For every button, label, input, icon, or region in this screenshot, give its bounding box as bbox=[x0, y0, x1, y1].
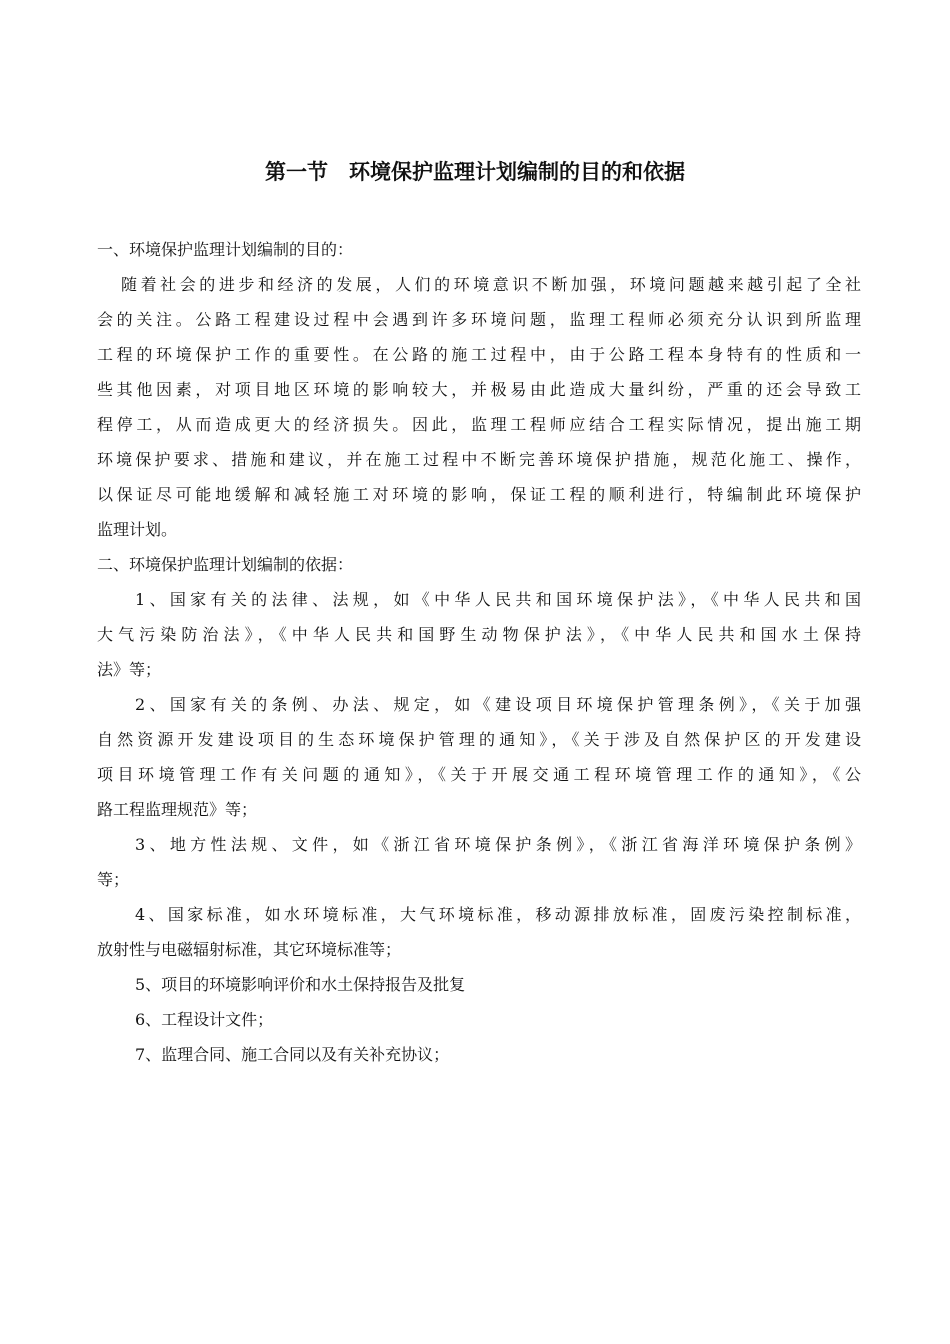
section-heading-basis: 二、环境保护监理计划编制的依据： bbox=[97, 555, 354, 574]
basis-item-3 bbox=[97, 827, 861, 897]
purpose-paragraph bbox=[97, 267, 861, 547]
basis-item-1 bbox=[97, 582, 861, 687]
paragraph-line: 监理计划。 bbox=[97, 520, 178, 539]
list-item-line: 5、项目的环境影响评价和水土保持报告及批复 bbox=[135, 975, 466, 994]
list-item-line: 项目环境管理工作有关问题的通知》，《关于开展交通工程环境管理工作的通知》，《公 bbox=[97, 765, 861, 784]
list-item-line: 自然资源开发建设项目的生态环境保护管理的通知》，《关于涉及自然保护区的开发建设 bbox=[97, 730, 861, 749]
basis-item-7 bbox=[97, 1037, 861, 1072]
paragraph-line: 些其他因素，对项目地区环境的影响较大，并极易由此造成大量纠纷，严重的还会导致工 bbox=[97, 380, 861, 399]
basis-item-6 bbox=[97, 1002, 861, 1037]
list-item-line: 3、地方性法规、文件，如《浙江省环境保护条例》，《浙江省海洋环境保护条例》 bbox=[135, 835, 861, 854]
section-heading-purpose: 一、环境保护监理计划编制的目的： bbox=[97, 240, 354, 259]
list-item-line: 放射性与电磁辐射标准，其它环境标准等； bbox=[97, 940, 402, 959]
list-item-line: 等； bbox=[97, 870, 130, 889]
basis-item-4 bbox=[97, 897, 861, 967]
list-item-line: 7、监理合同、施工合同以及有关补充协议； bbox=[135, 1045, 450, 1064]
paragraph-line: 工程的环境保护工作的重要性。在公路的施工过程中，由于公路工程本身特有的性质和一 bbox=[97, 345, 861, 364]
list-item-line: 4、国家标准，如水环境标准，大气环境标准，移动源排放标准，固废污染控制标准， bbox=[135, 905, 861, 924]
paragraph-line: 以保证尽可能地缓解和减轻施工对环境的影响，保证工程的顺利进行，特编制此环境保护 bbox=[97, 485, 861, 504]
paragraph-line: 环境保护要求、措施和建议，并在施工过程中不断完善环境保护措施，规范化施工、操作， bbox=[97, 450, 861, 469]
list-item-line: 路工程监理规范》等； bbox=[97, 800, 258, 819]
page-title: 第一节 环境保护监理计划编制的目的和依据 bbox=[265, 160, 685, 184]
paragraph-line: 程停工，从而造成更大的经济损失。因此，监理工程师应结合工程实际情况，提出施工期 bbox=[97, 415, 861, 434]
list-item-line: 6、工程设计文件； bbox=[135, 1010, 274, 1029]
paragraph-line: 随着社会的进步和经济的发展，人们的环境意识不断加强，环境问题越来越引起了全社 bbox=[121, 275, 861, 294]
paragraph-line: 会的关注。公路工程建设过程中会遇到许多环境问题，监理工程师必须充分认识到所监理 bbox=[97, 310, 861, 329]
list-item-line: 法》等； bbox=[97, 660, 162, 679]
basis-item-5 bbox=[97, 967, 861, 1002]
document-body bbox=[97, 232, 861, 1072]
list-item-line: 大气污染防治法》，《中华人民共和国野生动物保护法》，《中华人民共和国水土保持 bbox=[97, 625, 861, 644]
list-item-line: 2、国家有关的条例、办法、规定，如《建设项目环境保护管理条例》，《关于加强 bbox=[135, 695, 861, 714]
list-item-line: 1、国家有关的法律、法规，如《中华人民共和国环境保护法》，《中华人民共和国 bbox=[135, 590, 861, 609]
basis-item-2 bbox=[97, 687, 861, 827]
